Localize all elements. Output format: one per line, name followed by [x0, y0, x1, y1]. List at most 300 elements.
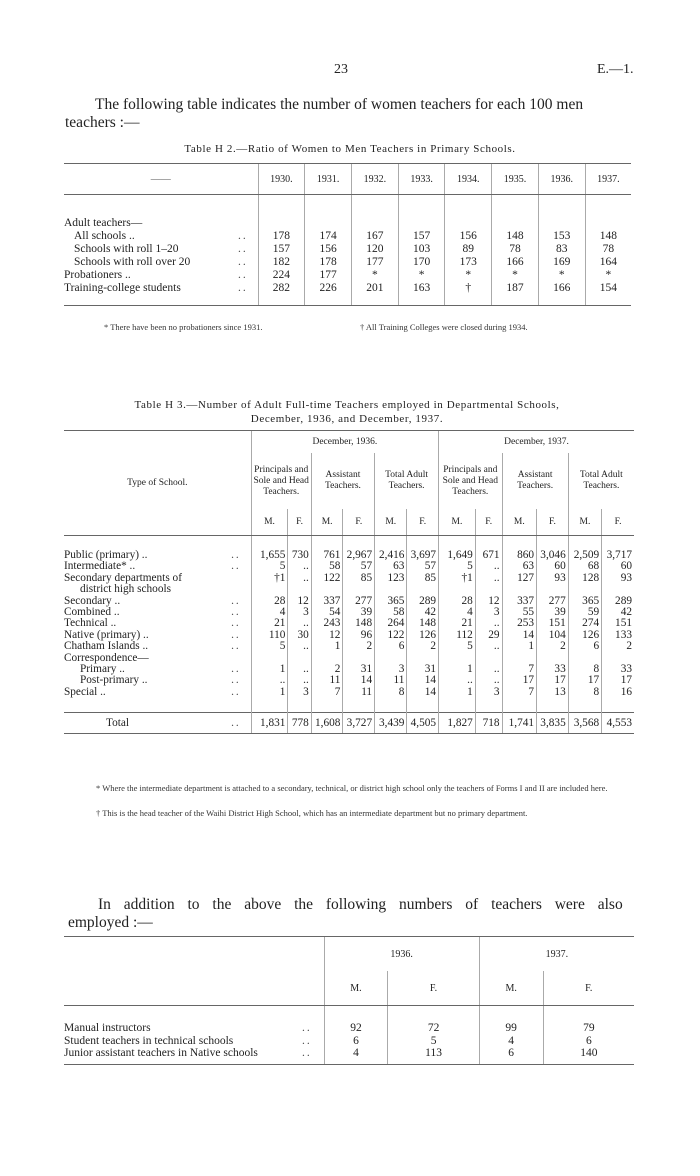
table-cell: †1	[251, 573, 288, 584]
table-h4-year: 1936.	[324, 937, 479, 972]
table-cell: 31	[407, 664, 439, 675]
table-cell: 93	[537, 573, 569, 584]
table-cell: 30	[288, 630, 311, 641]
table-row	[64, 1047, 634, 1064]
table-cell: 274	[568, 618, 601, 629]
row-label: district high schools	[80, 583, 171, 596]
total-cell: 3,835	[537, 713, 569, 734]
table-cell: 68	[568, 561, 601, 572]
leader-dots: ..	[238, 282, 258, 306]
table-cell	[475, 584, 502, 595]
table-cell	[407, 584, 439, 595]
table-h3-caption-line-2: December, 1936, and December, 1937.	[250, 413, 444, 425]
table-row	[64, 1035, 634, 1048]
table-cell: 12	[311, 630, 343, 641]
table-cell: ..	[475, 561, 502, 572]
table-cell: 63	[375, 561, 407, 572]
total-cell: 4,553	[602, 713, 634, 734]
table-cell: 16	[602, 687, 634, 698]
leader-dots: ..	[231, 713, 251, 734]
total-label: Total	[64, 713, 231, 734]
leader-dots: ..	[302, 1034, 312, 1047]
table-cell: 860	[502, 550, 537, 561]
table-cell: 6	[568, 641, 601, 652]
table-cell: 1	[251, 687, 288, 698]
f-header: F.	[388, 971, 479, 1006]
table-row	[64, 630, 634, 641]
table-cell: 42	[602, 607, 634, 618]
leader-dots: ..	[231, 594, 241, 607]
total-cell: 1,831	[251, 713, 288, 734]
table-cell: 3	[475, 687, 502, 698]
table-row	[64, 1022, 634, 1035]
table-cell: 4	[324, 1047, 388, 1064]
leader-dots: ..	[231, 549, 241, 561]
table-h3-subheader: Assistant Teachers.	[502, 453, 568, 509]
table-cell: 3	[288, 607, 311, 618]
table-cell: 7	[311, 687, 343, 698]
table-h3-subheader: Total Adult Teachers.	[375, 453, 439, 509]
total-cell: 3,727	[343, 713, 375, 734]
row-label: Manual instructors	[64, 1022, 151, 1034]
table-cell: 112	[439, 630, 476, 641]
table-cell: 3,717	[602, 550, 634, 561]
table-cell: ..	[288, 561, 311, 572]
table-cell: ..	[439, 675, 476, 686]
table-row	[64, 596, 634, 607]
row-label: Probationers ..	[64, 269, 131, 281]
table-cell: 55	[502, 607, 537, 618]
table-cell: ..	[251, 675, 288, 686]
table-cell: 128	[568, 573, 601, 584]
table-cell: 92	[324, 1022, 388, 1035]
table-h3-subheader: Total Adult Teachers.	[568, 453, 634, 509]
leader-dots: ..	[231, 628, 241, 641]
table-cell	[343, 584, 375, 595]
table-h2-year: 1934.	[445, 164, 492, 195]
table-cell: 85	[343, 573, 375, 584]
table-cell: 167	[351, 230, 398, 243]
table-cell: 8	[568, 664, 601, 675]
table-cell: 671	[475, 550, 502, 561]
m-header: M.	[568, 509, 601, 536]
table-cell: 153	[538, 230, 585, 243]
table-cell: 289	[407, 596, 439, 607]
table-cell: 6	[375, 641, 407, 652]
table-cell	[568, 584, 601, 595]
table-h3-subheader: Principals and Sole and Head Teachers.	[439, 453, 502, 509]
table-cell: 14	[502, 630, 537, 641]
m-header: M.	[311, 509, 343, 536]
table-cell: 226	[305, 282, 352, 306]
table-cell: 201	[351, 282, 398, 306]
table-cell: 151	[537, 618, 569, 629]
leader-dots: ..	[231, 640, 241, 653]
table-cell: 4	[251, 607, 288, 618]
table-cell: 3	[475, 607, 502, 618]
m-header: M.	[479, 971, 543, 1006]
table-cell: 5	[388, 1035, 479, 1048]
table-h2-year: 1936.	[538, 164, 585, 195]
table-cell: 72	[388, 1022, 479, 1035]
table-cell: 14	[407, 687, 439, 698]
table-cell: 11	[311, 675, 343, 686]
table-cell: 83	[538, 243, 585, 256]
table-row	[64, 550, 634, 561]
table-cell: 89	[445, 243, 492, 256]
table-cell: 4	[439, 607, 476, 618]
table-cell: 126	[568, 630, 601, 641]
table-cell: 28	[439, 596, 476, 607]
table-cell: *	[492, 269, 539, 282]
table-cell: 140	[543, 1047, 634, 1064]
table-cell: 157	[398, 230, 445, 243]
table-cell: 4	[479, 1035, 543, 1048]
table-cell	[439, 584, 476, 595]
table-cell: 1	[502, 641, 537, 652]
table-cell: 93	[602, 573, 634, 584]
page-number: 23	[334, 62, 348, 77]
f-header: F.	[288, 509, 311, 536]
table-cell: 365	[568, 596, 601, 607]
total-cell: 1,827	[439, 713, 476, 734]
table-h2-year: 1937.	[585, 164, 631, 195]
leader-dots: ..	[231, 663, 241, 676]
table-additional-teachers	[64, 936, 634, 1065]
table-h3	[64, 430, 634, 734]
table-cell: 761	[311, 550, 343, 561]
table-cell: 122	[311, 573, 343, 584]
table-cell: 54	[311, 607, 343, 618]
total-cell: 3,439	[375, 713, 407, 734]
table-cell: 63	[502, 561, 537, 572]
table-row	[64, 687, 634, 698]
table-h3-subheader: Assistant Teachers.	[311, 453, 374, 509]
table-cell	[602, 584, 634, 595]
table-h4-year: 1937.	[479, 937, 634, 972]
table-cell: 42	[407, 607, 439, 618]
table-h2-year: 1930.	[258, 164, 305, 195]
table-cell	[311, 584, 343, 595]
table-cell: 5	[439, 561, 476, 572]
table-row	[64, 641, 634, 652]
table-h2-group-label: Adult teachers—	[64, 217, 143, 229]
leader-dots: ..	[238, 230, 248, 242]
table-cell: 12	[288, 596, 311, 607]
table-cell	[537, 584, 569, 595]
table-cell: 13	[537, 687, 569, 698]
table-cell: 289	[602, 596, 634, 607]
table-cell: 104	[537, 630, 569, 641]
table-cell: 224	[258, 269, 305, 282]
table-cell: 17	[537, 675, 569, 686]
table-cell	[288, 584, 311, 595]
table-h3-caption	[62, 398, 632, 426]
table-cell: 337	[311, 596, 343, 607]
table-cell: 6	[543, 1035, 634, 1048]
row-label: Special ..	[64, 685, 106, 698]
table-cell: 17	[502, 675, 537, 686]
table-cell: ..	[288, 664, 311, 675]
row-label: Schools with roll 1–20	[74, 243, 179, 255]
table-cell: 1,655	[251, 550, 288, 561]
table-cell: ..	[288, 573, 311, 584]
table-cell: 2	[602, 641, 634, 652]
row-label: Chatham Islands ..	[64, 640, 149, 653]
table-cell: 166	[538, 282, 585, 306]
table-cell: 156	[305, 243, 352, 256]
leader-dots: ..	[302, 1022, 312, 1034]
table-row	[64, 269, 631, 282]
table-h3-footnote: * Where the intermediate department is attached to a secondary, technical, or district high school only the teachers of Forms I and II are included here.	[96, 783, 608, 793]
table-cell: 170	[398, 256, 445, 269]
table-cell: 57	[407, 561, 439, 572]
m-header: M.	[251, 509, 288, 536]
leader-dots: ..	[302, 1047, 324, 1064]
table-row	[64, 282, 631, 306]
m-header: M.	[439, 509, 476, 536]
table-cell: 122	[375, 630, 407, 641]
table-cell: 29	[475, 630, 502, 641]
table-cell: ..	[475, 641, 502, 652]
table-cell: 21	[439, 618, 476, 629]
row-label: Schools with roll over 20	[74, 256, 191, 268]
table-cell: 14	[343, 675, 375, 686]
table-cell: 33	[537, 664, 569, 675]
table-cell: 8	[375, 687, 407, 698]
table-row	[64, 230, 631, 243]
table-cell: ..	[475, 675, 502, 686]
table-cell: 1	[439, 687, 476, 698]
table-cell: 166	[492, 256, 539, 269]
table-row	[64, 243, 631, 256]
table-cell: 58	[311, 561, 343, 572]
table-h3-period: December, 1937.	[439, 431, 634, 454]
m-header: M.	[502, 509, 537, 536]
table-cell	[502, 584, 537, 595]
table-cell: 113	[388, 1047, 479, 1064]
table-cell: 6	[479, 1047, 543, 1064]
leader-dots: ..	[238, 269, 248, 281]
table-cell: ..	[288, 675, 311, 686]
table-cell: 8	[568, 687, 601, 698]
table-cell: 730	[288, 550, 311, 561]
table-cell: 178	[258, 230, 305, 243]
para2-line-2: employed :—	[68, 914, 153, 931]
table-cell: 1	[439, 664, 476, 675]
document-reference: E.—1.	[597, 62, 634, 77]
table-cell: *	[585, 269, 631, 282]
table-h2-footnote: * There have been no probationers since 1931.	[104, 322, 263, 332]
table-cell: 154	[585, 282, 631, 306]
table-h2-year: 1933.	[398, 164, 445, 195]
table-total-row	[64, 713, 634, 734]
row-label: Primary ..	[80, 663, 125, 676]
table-cell: 277	[537, 596, 569, 607]
table-cell: 187	[492, 282, 539, 306]
table-cell: 5	[251, 561, 288, 572]
table-h2-year: 1931.	[305, 164, 352, 195]
row-label: Junior assistant teachers in Native schools	[64, 1047, 302, 1064]
table-h3-type-header: Type of School.	[64, 431, 251, 536]
table-cell: 2,509	[568, 550, 601, 561]
table-cell: 2	[343, 641, 375, 652]
intro-line-1: The following table indicates the number of women teachers for each 100 men	[95, 96, 584, 113]
table-cell: *	[398, 269, 445, 282]
leader-dots: ..	[238, 256, 248, 268]
total-cell: 718	[475, 713, 502, 734]
intro-line-2: teachers :—	[65, 114, 140, 131]
table-cell: 174	[305, 230, 352, 243]
table-cell: 126	[407, 630, 439, 641]
table-cell: 5	[251, 641, 288, 652]
intro-paragraph	[65, 96, 635, 132]
table-cell: 2	[311, 664, 343, 675]
table-cell: 78	[585, 243, 631, 256]
table-cell	[251, 584, 288, 595]
table-cell: 60	[537, 561, 569, 572]
table-cell: 148	[343, 618, 375, 629]
row-label: Public (primary) ..	[64, 549, 148, 561]
total-cell: 1,741	[502, 713, 537, 734]
table-cell: 3,697	[407, 550, 439, 561]
row-label: Correspondence—	[64, 651, 149, 664]
table-cell: ..	[475, 573, 502, 584]
row-label: Secondary ..	[64, 594, 121, 607]
table-cell: 177	[305, 269, 352, 282]
table-cell: 365	[375, 596, 407, 607]
table-cell: ..	[288, 618, 311, 629]
table-cell: 2,967	[343, 550, 375, 561]
table-cell: 169	[538, 256, 585, 269]
row-label: Intermediate* ..	[64, 560, 136, 573]
leader-dots: ..	[238, 243, 248, 255]
table-h2-footnote: † All Training Colleges were closed during 1934.	[360, 322, 528, 332]
table-row	[64, 675, 634, 686]
table-cell: 148	[407, 618, 439, 629]
leader-dots: ..	[231, 685, 241, 698]
table-cell: 28	[251, 596, 288, 607]
total-cell: 4,505	[407, 713, 439, 734]
table-cell: 39	[343, 607, 375, 618]
table-cell: 282	[258, 282, 305, 306]
table-cell: 264	[375, 618, 407, 629]
table-cell: 12	[475, 596, 502, 607]
table-cell: 96	[343, 630, 375, 641]
f-header: F.	[543, 971, 634, 1006]
table-cell: 163	[398, 282, 445, 306]
table-cell: 7	[502, 687, 537, 698]
table-cell: 173	[445, 256, 492, 269]
table-cell: 31	[343, 664, 375, 675]
table-cell: 11	[343, 687, 375, 698]
para2-line-1: In addition to the above the following numbers of teachers were also	[98, 896, 623, 913]
leader-dots: ..	[231, 606, 241, 619]
table-h4-stub	[64, 937, 324, 1006]
table-cell: 17	[602, 675, 634, 686]
table-cell: 5	[439, 641, 476, 652]
table-cell: 85	[407, 573, 439, 584]
table-row	[64, 584, 634, 595]
table-cell: ..	[288, 641, 311, 652]
table-cell: 1	[251, 664, 288, 675]
table-h2-year: 1935.	[492, 164, 539, 195]
table-cell: 164	[585, 256, 631, 269]
table-cell: 3,046	[537, 550, 569, 561]
table-h3-footnote: † This is the head teacher of the Waihi District High School, which has an intermediate department but no primary department.	[96, 808, 528, 818]
table-cell: 78	[492, 243, 539, 256]
table-cell: 182	[258, 256, 305, 269]
table-cell: 277	[343, 596, 375, 607]
table-cell: 2,416	[375, 550, 407, 561]
table-cell: 7	[502, 664, 537, 675]
leader-dots: ..	[231, 560, 241, 573]
table-cell: †	[445, 282, 492, 306]
table-cell: 33	[602, 664, 634, 675]
table-cell: 39	[537, 607, 569, 618]
m-header: M.	[375, 509, 407, 536]
table-cell: 3	[375, 664, 407, 675]
table-cell: 1,649	[439, 550, 476, 561]
table-cell: 243	[311, 618, 343, 629]
table-cell: *	[351, 269, 398, 282]
table-cell: 2	[407, 641, 439, 652]
m-header: M.	[324, 971, 388, 1006]
row-label: Post-primary ..	[80, 674, 148, 687]
table-h2-caption: Table H 2.—Ratio of Women to Men Teachers in Primary Schools.	[184, 143, 516, 155]
table-cell: 99	[479, 1022, 543, 1035]
f-header: F.	[602, 509, 634, 536]
row-label: Student teachers in technical schools	[64, 1034, 234, 1047]
table-cell: 120	[351, 243, 398, 256]
table-cell: 14	[407, 675, 439, 686]
table-cell: 2	[537, 641, 569, 652]
table-cell: 337	[502, 596, 537, 607]
table-cell: 1	[311, 641, 343, 652]
table-cell: 3	[288, 687, 311, 698]
table-row	[64, 664, 634, 675]
table-cell: 123	[375, 573, 407, 584]
leader-dots	[231, 573, 251, 584]
table-cell: *	[538, 269, 585, 282]
row-label: Native (primary) ..	[64, 628, 149, 641]
table-cell: 103	[398, 243, 445, 256]
table-cell: 57	[343, 561, 375, 572]
total-cell: 3,568	[568, 713, 601, 734]
row-label: Secondary departments of	[64, 571, 182, 584]
table-cell: 133	[602, 630, 634, 641]
row-label: All schools ..	[74, 230, 135, 242]
table-cell: ..	[475, 664, 502, 675]
table-cell: 60	[602, 561, 634, 572]
table-cell: 127	[502, 573, 537, 584]
f-header: F.	[407, 509, 439, 536]
table-cell: †1	[439, 573, 476, 584]
table-cell: 178	[305, 256, 352, 269]
table-cell: 157	[258, 243, 305, 256]
table-h3-subheader: Principals and Sole and Head Teachers.	[251, 453, 311, 509]
leader-dots	[231, 584, 251, 595]
table-cell: 79	[543, 1022, 634, 1035]
table-cell: 21	[251, 618, 288, 629]
table-cell: 253	[502, 618, 537, 629]
table-cell: 148	[492, 230, 539, 243]
table-cell: 177	[351, 256, 398, 269]
table-cell: 110	[251, 630, 288, 641]
total-cell: 1,608	[311, 713, 343, 734]
table-h2-year: 1932.	[351, 164, 398, 195]
table-cell: 148	[585, 230, 631, 243]
